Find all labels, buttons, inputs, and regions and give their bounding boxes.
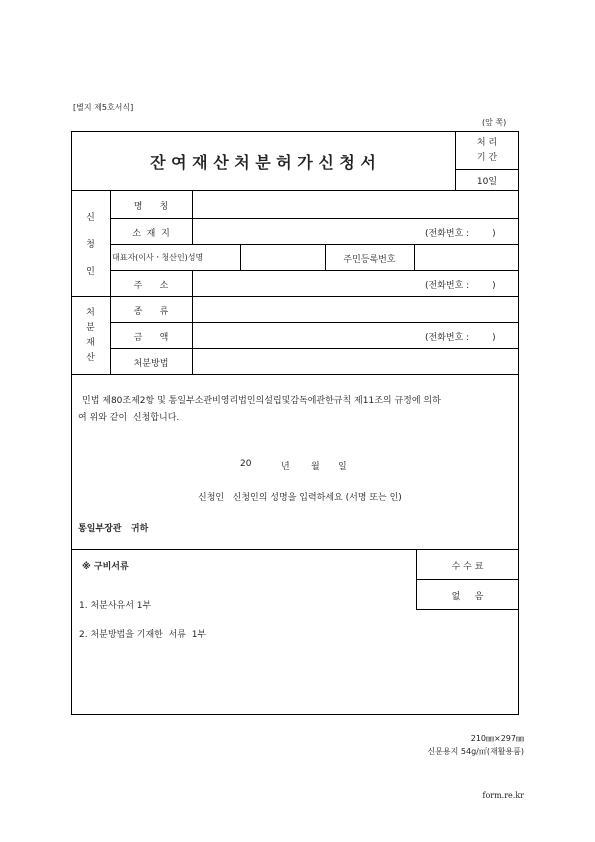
paper-spec: 신문용지 54g/㎡(재활용품) [427, 747, 524, 756]
representative-label: 대표자(이사ㆍ청산인)성명 [112, 253, 204, 262]
document-item: 2. 처분방법을 기재한 서류 1부 [79, 630, 207, 640]
type-label: 종 류 [133, 307, 169, 317]
date-year-label: 년 [281, 462, 290, 472]
site-credit: form.re.kr [482, 791, 524, 800]
statement-line-2: 여 위와 같이 신청합니다. [78, 413, 180, 423]
address-label: 주 소 [133, 281, 169, 291]
fee-label: 수 수 료 [451, 562, 484, 572]
location-label: 소 재 지 [132, 229, 170, 239]
statement-line-1: 민법 제80조제2항 및 통일부소관비영리법인의설립및감독에관한규칙 제11조의 규정에 의하 [82, 396, 441, 406]
method-label: 처분방법 [133, 359, 169, 369]
processing-period-value: 10일 [476, 177, 498, 187]
rrn-label: 주민등록번호 [343, 255, 396, 265]
paper-size: 210㎜×297㎜ [470, 734, 524, 743]
documents-heading: ※ 구비서류 [82, 562, 129, 572]
page-side-label: (앞 쪽) [482, 118, 507, 127]
phone-label: (전화번호 : ) [425, 229, 496, 239]
property-group-label: 처 분 재 산 [86, 308, 95, 363]
fee-value: 없 음 [451, 592, 484, 602]
signature-line: 신청인 신청인의 성명을 입력하세요 (서명 또는 인) [198, 493, 402, 503]
name-label: 명 칭 [133, 202, 169, 212]
form-number: [별지 제5호서식] [73, 103, 134, 112]
phone-label: (전화번호 : ) [425, 333, 496, 343]
document-item: 1. 처분사유서 1부 [79, 601, 152, 611]
amount-label: 금 액 [133, 333, 169, 343]
form-title: 잔 여 재 산 처 분 허 가 신 청 서 [150, 153, 376, 172]
applicant-group-label: 신 청 인 [86, 213, 95, 277]
date-year: 20 [240, 459, 252, 469]
divider [455, 169, 519, 170]
processing-period-label: 처 리 기 간 [476, 138, 498, 163]
addressee: 통일부장관 귀하 [78, 524, 149, 534]
phone-label: (전화번호 : ) [425, 281, 496, 291]
date-day-label: 일 [338, 462, 347, 472]
date-month-label: 월 [311, 462, 320, 472]
